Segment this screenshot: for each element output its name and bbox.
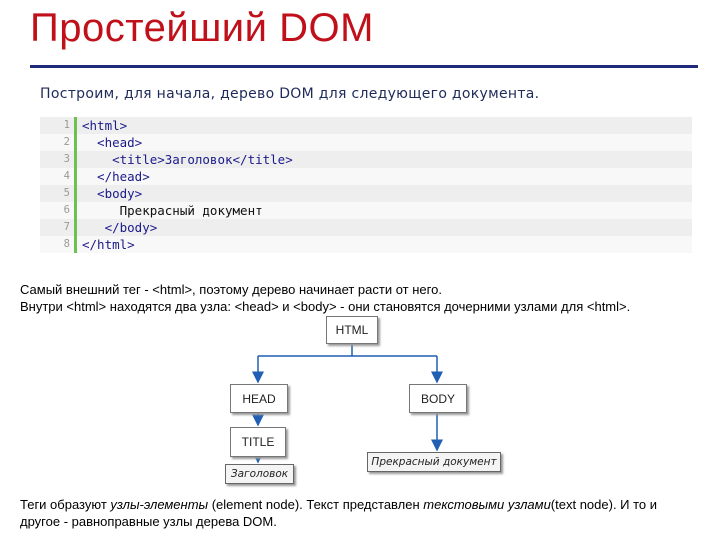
text-node-title: Заголовок <box>225 464 294 484</box>
intro-text: Построим, для начала, дерево DOM для следующего документа. <box>40 86 540 102</box>
code-line: 3 <title>Заголовок</title> <box>40 151 692 168</box>
node-body: BODY <box>409 384 467 413</box>
code-line: 5 <body> <box>40 185 692 202</box>
text-node-body: Прекрасный документ <box>367 452 501 472</box>
paragraph-children: Внутри <html> находятся два узла: <head> и <body> - они становятся дочерними узлами для <html>. <box>20 299 631 314</box>
node-head: HEAD <box>230 384 288 413</box>
slide-title: Простейший DOM <box>30 6 374 50</box>
node-html: HTML <box>326 316 378 344</box>
paragraph-root: Самый внешний тег - <html>, поэтому дерево начинает расти от него. <box>20 282 442 297</box>
code-line: 2 <head> <box>40 134 692 151</box>
code-line: 6 Прекрасный документ <box>40 202 692 219</box>
code-line: 8 </html> <box>40 236 692 253</box>
code-line: 4 </head> <box>40 168 692 185</box>
footer-text: Теги образуют узлы-элементы (element node). Текст представлен текстовыми узлами(text node). И то и другое - равноправные узлы дерева DOM. <box>20 497 658 529</box>
code-line: 7 </body> <box>40 219 692 236</box>
node-title: TITLE <box>230 427 286 457</box>
code-line: 1 <html> <box>40 117 692 134</box>
